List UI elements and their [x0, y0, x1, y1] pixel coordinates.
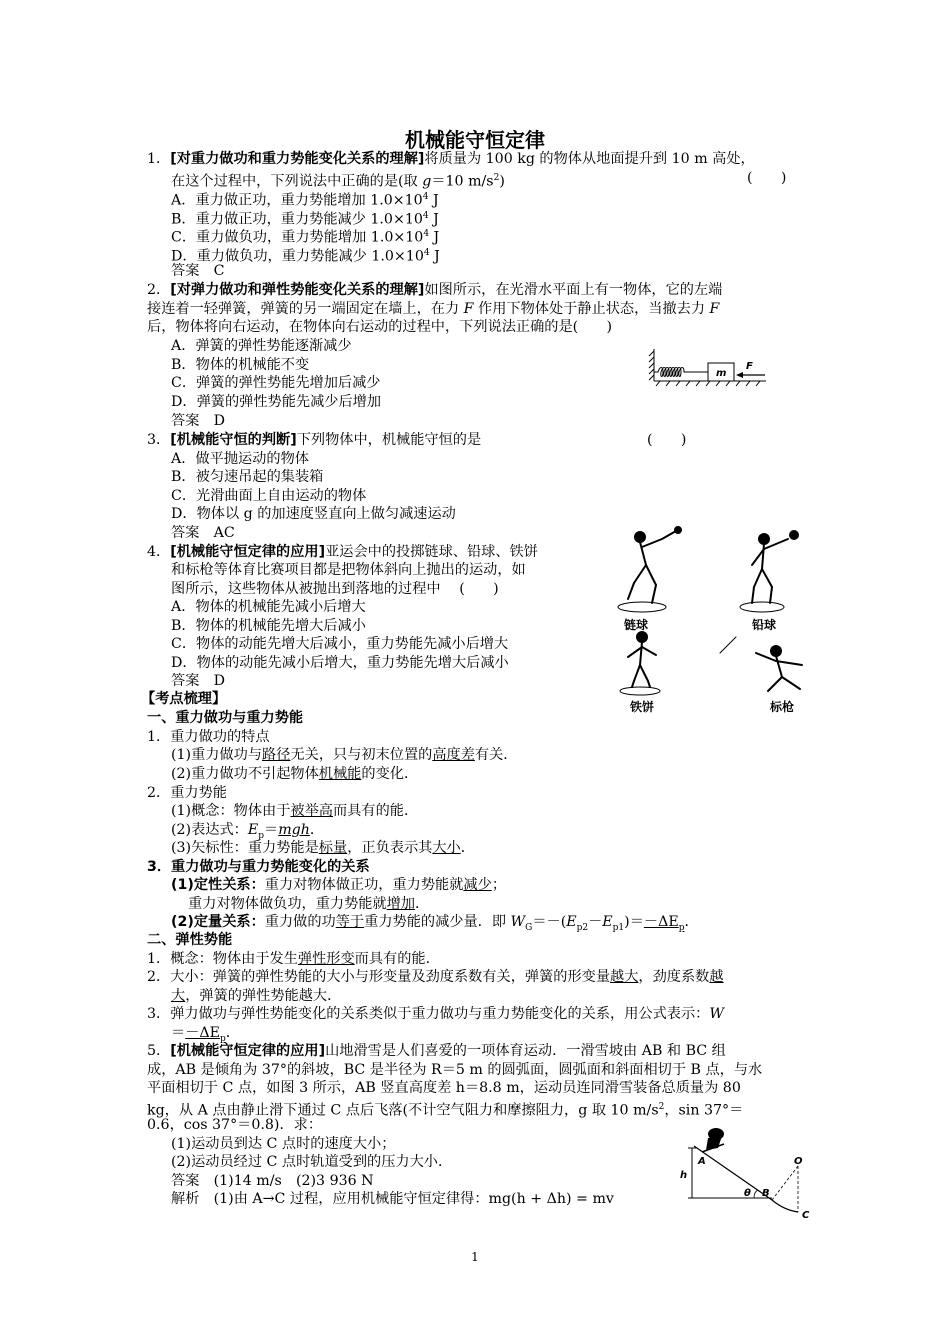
s1-point-2c: (3)矢标性：重力势能是标量，正负表示其大小． [171, 840, 475, 856]
page-title: 机械能守恒定律 [405, 128, 545, 152]
label-a: A [698, 1156, 706, 1167]
q3-option-b: B．被匀速吊起的集装箱 [171, 469, 324, 485]
q5-line-1: 5．[机械能守恒定律的应用]山地滑雪是人们喜爱的一项体育运动．一滑雪坡由 AB 和 BC 组 [147, 1043, 726, 1059]
q4-line-1: 4．[机械能守恒定律的应用]亚运会中的投掷链球、铅球、铁饼 [147, 544, 538, 560]
q4-option-a: A．物体的机械能先减小后增大 [171, 599, 366, 615]
q3-tag: [机械能守恒的判断] [170, 432, 297, 448]
s1-point-2b: (2)表达式：$E_p=mgh$． [171, 822, 325, 841]
s1-point-1a: (1)重力做功与路径无关，只与初末位置的高度差有关． [171, 747, 518, 763]
q2-option-c: C．弹簧的弹性势能先增加后减少 [171, 375, 381, 391]
q1-answer: 答案 C [171, 263, 225, 279]
q5-answer: 答案 (1)14 m/s (2)3 936 N [171, 1173, 374, 1189]
q3-option-d: D．物体以 g 的加速度竖直向上做匀减速运动 [171, 506, 456, 522]
q4-option-c: C．物体的动能先增大后减小，重力势能先减小后增大 [171, 636, 509, 652]
spring-coil [654, 368, 708, 377]
label-c: C [802, 1210, 810, 1221]
label-hammer: 链球 [624, 618, 649, 632]
q1-bracket: ( ) [747, 170, 787, 186]
shot-putter [740, 531, 798, 612]
floor [654, 381, 766, 386]
q2-option-d: D．弹簧的弹性势能先减少后增加 [171, 394, 382, 410]
s1-point-3: 3．重力做功与重力势能变化的关系 [147, 859, 370, 875]
throwing-sports-figure [612, 525, 832, 715]
q2-option-b: B．物体的机械能不变 [171, 357, 310, 373]
ski-slope-figure [672, 1122, 822, 1222]
q1-option-b: B．重力做正功，重力势能减少 $1.0\times 10^4$ J [171, 211, 439, 228]
q2-option-a: A．弹簧的弹性势能逐渐减少 [171, 338, 352, 354]
q5-line-4: kg，从 A 点由静止滑下通过 C 点后飞落(不计空气阻力和摩擦阻力，g 取 10 $m/s^2$，sin 37°＝ [147, 1102, 744, 1119]
page-number: 1 [471, 1250, 479, 1264]
hammer-thrower [618, 527, 681, 612]
q5-line-5: 0.6，cos 37°＝0.8)．求： [147, 1117, 323, 1133]
label-h: h [680, 1170, 688, 1181]
javelin-thrower [720, 637, 802, 691]
q5-sub-1: (1)运动员到达 C 点时的速度大小； [171, 1136, 396, 1152]
q5-solution: 解析 (1)由 A→C 过程，应用机械能守恒定律得：mg(h + Δh) = mv [171, 1191, 614, 1207]
q4-option-b: B．物体的机械能先增大后减小 [171, 618, 366, 634]
s1-point-2: 2．重力势能 [147, 785, 227, 801]
s1-point-2a: (1)概念：物体由于被举高而具有的能． [171, 803, 419, 819]
section-1-title: 一、重力做功与重力势能 [147, 710, 304, 726]
section-2-title: 二、弹性势能 [147, 932, 233, 948]
label-b: B [762, 1188, 770, 1199]
s2-point-3-cont: $=-\Delta E_p$． [171, 1025, 240, 1044]
q2-line-1: 2．[对弹力做功和弹性势能变化关系的理解]如图所示，在光滑水平面上有一物体，它的左端 [147, 282, 723, 298]
s2-point-3: 3．弹力做功与弹性势能变化的关系类似于重力做功与重力势能变化的关系，用公式表示：W [147, 1006, 724, 1022]
label-javelin: 标枪 [770, 700, 795, 714]
q2-answer: 答案 D [171, 413, 225, 429]
q1-option-c: C．重力做负功，重力势能增加 $1.0\times 10^4$ J [171, 229, 440, 246]
q3-option-a: A．做平抛运动的物体 [171, 451, 309, 467]
q2-tag: [对弹力做功和弹性势能变化关系的理解] [170, 282, 425, 298]
q1-line-2: 在这个过程中，下列说法中正确的是(取 g＝10 $m/s^2$) [171, 173, 505, 190]
q5-tag: [机械能守恒定律的应用] [170, 1043, 326, 1059]
label-discus: 铁饼 [630, 700, 655, 714]
label-o: O [794, 1156, 803, 1167]
q3-bracket: ( ) [647, 432, 687, 448]
angle-arc [754, 1190, 758, 1198]
q4-answer: 答案 D [171, 673, 225, 689]
s1-point-3a: (1)定性关系：重力对物体做正功，重力势能就减少； [171, 877, 507, 893]
q3-line-1: 3．[机械能守恒的判断]下列物体中，机械能守恒的是 [147, 432, 482, 448]
q5-line-2: 成，AB 是倾角为 37°的斜坡，BC 是半径为 R＝5 m 的圆弧面，圆弧面和斜面相切于 B 点，与水 [147, 1062, 763, 1078]
q4-line-3: 图所示，这些物体从被抛出到落地的过程中 ( ) [171, 581, 499, 597]
review-heading: 【考点梳理】 [141, 691, 227, 707]
s1-point-3a-cont: 重力对物体做负功，重力势能就增加． [188, 896, 430, 912]
q4-line-2: 和标枪等体育比赛项目都是把物体斜向上抛出的运动，如 [171, 562, 526, 578]
q1-option-d: D．重力做负功，重力势能减少 $1.0\times 10^4$ J [171, 248, 440, 265]
spring-block-figure [648, 345, 770, 387]
block-m-label: m [716, 368, 727, 379]
s2-point-2: 2．大小：弹簧的弹性势能的大小与形变量及劲度系数有关，弹簧的形变量越大，劲度系数越 [147, 969, 724, 985]
s2-point-2-cont: 大，弹簧的弹性势能越大． [171, 988, 342, 1004]
q1-option-a: A．重力做正功，重力势能增加 $1.0\times 10^4$ J [171, 192, 439, 209]
radius-ob [772, 1166, 798, 1200]
q1-tag: [对重力做功和重力势能变化关系的理解] [170, 151, 425, 167]
s2-point-1: 1．概念：物体由于发生弹性形变而具有的能． [147, 951, 440, 967]
s1-point-3b: (2)定量关系：重力做的功等于重力势能的减少量．即 $W_G=-(E_{p2}-E_{p1})=-\Delta E_p$． [171, 914, 699, 933]
wall [649, 349, 654, 381]
q1-line-1: 1．[对重力做功和重力势能变化关系的理解]将质量为 100 kg 的物体从地面提升到 10 m 高处， [147, 151, 755, 167]
skier [702, 1128, 724, 1152]
q3-option-c: C．光滑曲面上自由运动的物体 [171, 488, 367, 504]
q5-sub-2: (2)运动员经过 C 点时轨道受到的压力大小． [171, 1154, 453, 1170]
force-f-label: F [746, 361, 753, 372]
discus-thrower [620, 632, 660, 695]
label-shot: 铅球 [752, 618, 777, 632]
label-theta: θ [744, 1188, 751, 1199]
slope-ab-arc-bc [694, 1146, 798, 1212]
q4-option-d: D．物体的动能先减小后增大，重力势能先增大后减小 [171, 655, 509, 671]
s1-point-1: 1．重力做功的特点 [147, 729, 270, 745]
q3-answer: 答案 AC [171, 525, 235, 541]
q2-line-3: 后，物体将向右运动，在物体向右运动的过程中，下列说法正确的是( ) [147, 319, 613, 335]
q4-tag: [机械能守恒定律的应用] [170, 544, 326, 560]
q5-line-3: 平面相切于 C 点，如图 3 所示，AB 竖直高度差 h＝8.8 m，运动员连同滑雪装备总质量为 80 [147, 1080, 741, 1096]
s1-point-1b: (2)重力做功不引起物体机械能的变化． [171, 766, 419, 782]
q2-line-2: 接连着一轻弹簧，弹簧的另一端固定在墙上，在力 F 作用下物体处于静止状态，当撤去力 F [147, 301, 720, 317]
